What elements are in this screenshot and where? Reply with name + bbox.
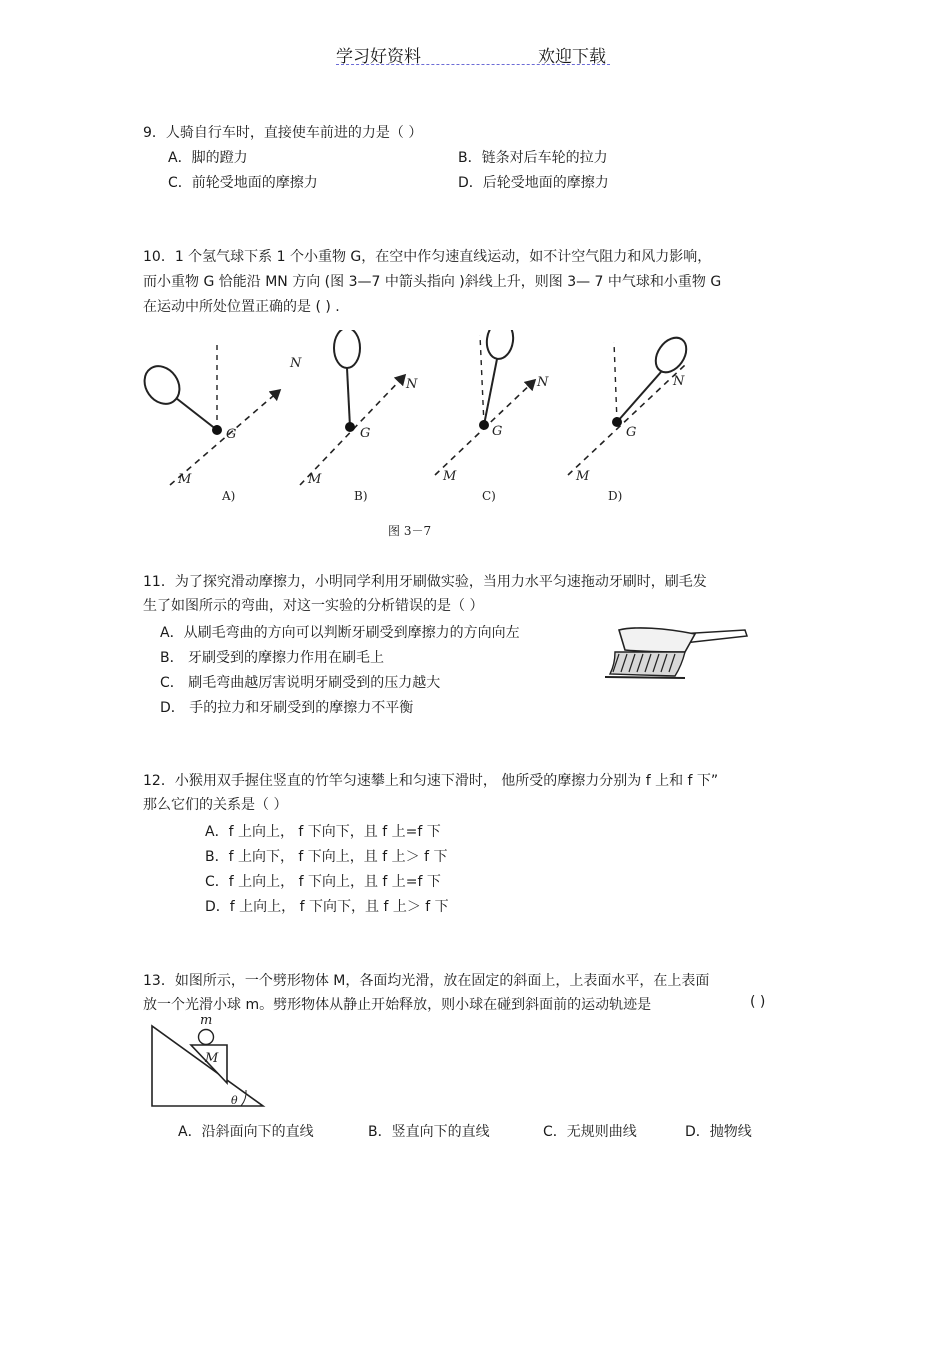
panel-c-n-label: N bbox=[537, 375, 549, 390]
panel-b-g-label: G bbox=[360, 426, 371, 441]
panel-b-n-label: N bbox=[406, 377, 418, 392]
panel-a-g-label: G bbox=[226, 427, 237, 442]
figure-caption: 图 3－7 bbox=[388, 524, 432, 538]
q9-option-d: D．后轮受地面的摩擦力 bbox=[458, 175, 609, 191]
q11-line-1: 11．为了探究滑动摩擦力，小明同学利用牙刷做实验，当用力水平匀速拖动牙刷时，刷毛发 bbox=[143, 574, 707, 590]
panel-c bbox=[435, 330, 549, 503]
q12-line-2: 那么它们的关系是（ ） bbox=[143, 797, 288, 813]
ball-m-label: m bbox=[200, 1013, 213, 1028]
figure-3-7 bbox=[130, 330, 710, 545]
q9-option-a: A．脚的蹬力 bbox=[168, 150, 248, 166]
q12-option-d: D．f 上向上， f 下向下，且 f 上＞ f 下 bbox=[205, 899, 449, 915]
panel-a-n-label: N bbox=[290, 356, 302, 371]
q13-line-1: 13．如图所示，一个劈形物体 M，各面均光滑，放在固定的斜面上，上表面水平，在上表面 bbox=[143, 973, 710, 989]
q11-option-d: D． 手的拉力和牙刷受到的摩擦力不平衡 bbox=[160, 700, 414, 716]
q13-line-2: 放一个光滑小球 m。劈形物体从静止开始释放，则小球在碰到斜面前的运动轨迹是 bbox=[143, 997, 652, 1013]
header-left: 学习好资料 bbox=[336, 47, 421, 67]
q12-option-c: C．f 上向上， f 下向上，且 f 上=f 下 bbox=[205, 874, 441, 890]
q13-option-c: C．无规则曲线 bbox=[543, 1124, 637, 1140]
q10-line-2: 而小重物 G 恰能沿 MN 方向 (图 3—7 中箭头指向 )斜线上升，则图 3— 7 中气球和小重物 G bbox=[143, 274, 722, 290]
panel-c-m-label: M bbox=[443, 469, 457, 484]
panel-d-m-label: M bbox=[576, 469, 590, 484]
q9-option-c: C．前轮受地面的摩擦力 bbox=[168, 175, 318, 191]
panel-d-g-label: G bbox=[626, 425, 637, 440]
header-right: 欢迎下载 bbox=[538, 47, 606, 67]
q9-option-b: B．链条对后车轮的拉力 bbox=[458, 150, 608, 166]
q12-option-a: A．f 上向上， f 下向下，且 f 上=f 下 bbox=[205, 824, 441, 840]
q13-option-b: B．竖直向下的直线 bbox=[368, 1124, 490, 1140]
panel-c-g-label: G bbox=[492, 424, 503, 439]
panel-d bbox=[568, 332, 693, 503]
wedge-M-label: M bbox=[205, 1051, 219, 1066]
q10-line-3: 在运动中所处位置正确的是 ( ) . bbox=[143, 299, 340, 315]
panel-b bbox=[300, 330, 418, 503]
panel-a-label: A) bbox=[222, 489, 236, 503]
q9-stem: 9．人骑自行车时，直接使车前进的力是（ ） bbox=[143, 125, 423, 141]
panel-a bbox=[137, 340, 302, 503]
toothbrush-figure bbox=[605, 622, 750, 684]
panel-c-label: C) bbox=[482, 489, 496, 503]
q11-option-a: A．从刷毛弯曲的方向可以判断牙刷受到摩擦力的方向向左 bbox=[160, 625, 520, 641]
panel-d-n-label: N bbox=[673, 374, 685, 389]
q10-line-1: 10．1 个氢气球下系 1 个小重物 G，在空中作匀速直线运动，如不计空气阻力和风力影响， bbox=[143, 249, 712, 265]
panel-b-m-label: M bbox=[308, 472, 322, 487]
panel-b-label: B) bbox=[354, 489, 368, 503]
q13-answer-paren: ( ) bbox=[750, 994, 766, 1010]
q13-option-a: A．沿斜面向下的直线 bbox=[178, 1124, 314, 1140]
panel-a-m-label: M bbox=[178, 472, 192, 487]
panel-d-label: D) bbox=[608, 489, 623, 503]
q12-line-1: 12．小猴用双手握住竖直的竹竿匀速攀上和匀速下滑时， 他所受的摩擦力分别为 f 上和 f 下” bbox=[143, 773, 719, 789]
q11-option-b: B． 牙刷受到的摩擦力作用在刷毛上 bbox=[160, 650, 385, 666]
q11-option-c: C． 刷毛弯曲越厉害说明牙刷受到的压力越大 bbox=[160, 675, 441, 691]
angle-theta-label: θ bbox=[231, 1094, 238, 1107]
q13-option-d: D．抛物线 bbox=[685, 1124, 752, 1140]
q12-option-b: B．f 上向下， f 下向上，且 f 上＞ f 下 bbox=[205, 849, 448, 865]
wedge-figure bbox=[145, 1012, 270, 1110]
header-divider bbox=[336, 64, 610, 65]
q11-line-2: 生了如图所示的弯曲，对这一实验的分析错误的是（ ） bbox=[143, 598, 484, 614]
